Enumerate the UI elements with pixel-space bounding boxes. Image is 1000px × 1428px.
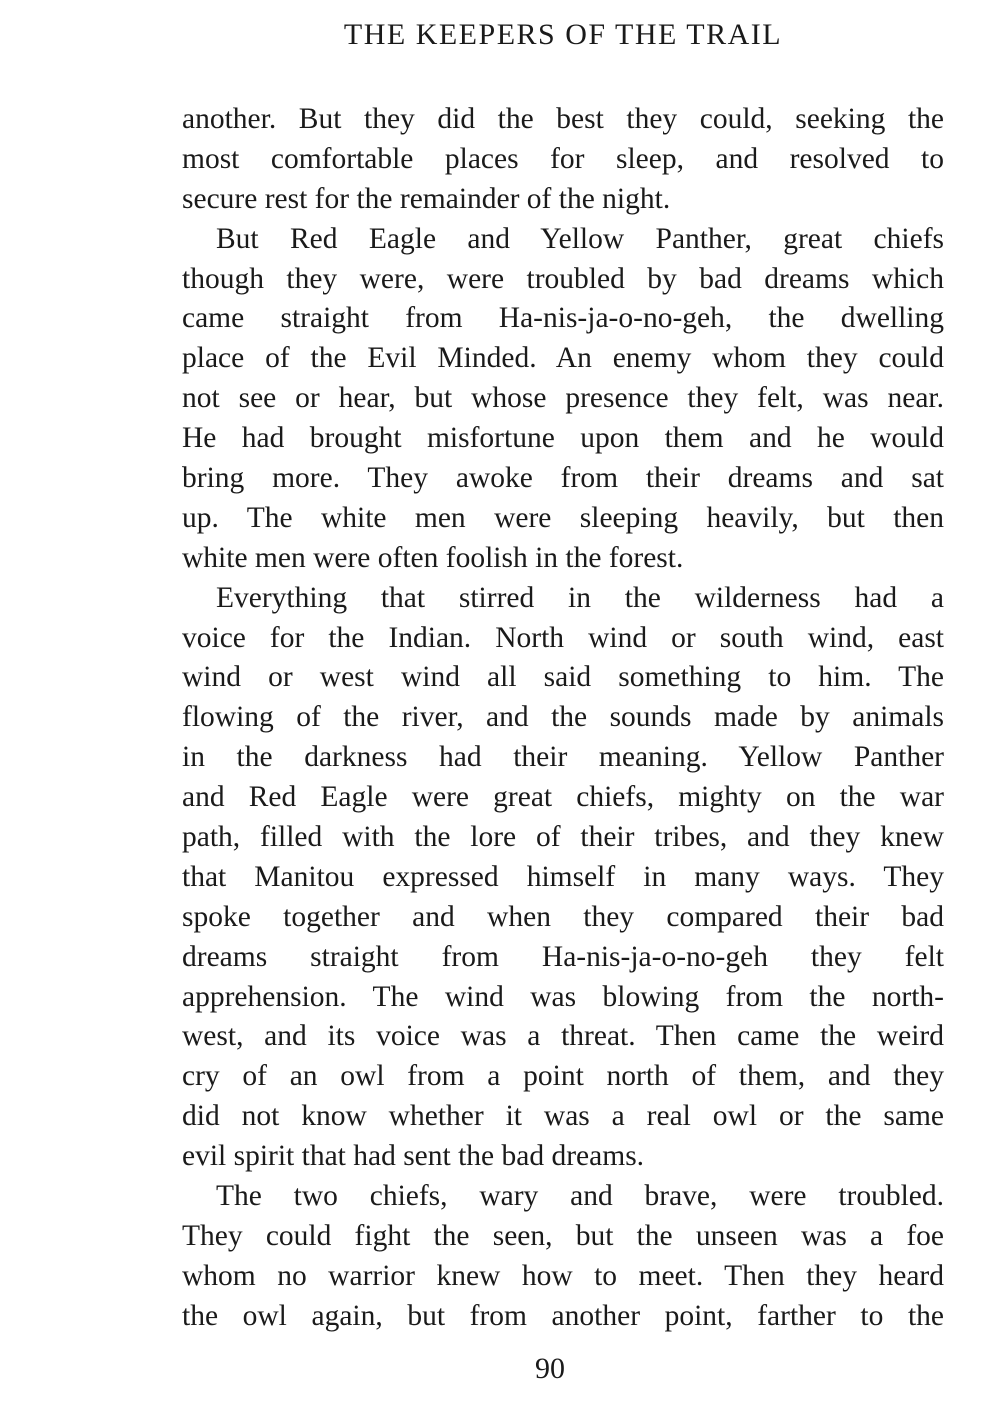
text-line: though they were, were troubled by bad dreams which bbox=[182, 262, 944, 295]
text-line: flowing of the river, and the sounds made by animals bbox=[182, 701, 944, 734]
text-line: But Red Eagle and Yellow Panther, great chiefs bbox=[216, 222, 944, 255]
body-text bbox=[182, 100, 944, 1337]
text-line: wind or west wind all said something to him. The bbox=[182, 661, 944, 694]
text-line: west, and its voice was a threat. Then came the weird bbox=[182, 1020, 944, 1053]
page-number: 90 bbox=[535, 1352, 565, 1385]
text-line: Everything that stirred in the wilderness had a bbox=[216, 581, 944, 614]
running-head-title: THE KEEPERS OF THE TRAIL bbox=[343, 18, 783, 51]
text-line: spoke together and when they compared their bad bbox=[182, 900, 944, 933]
text-line: another. But they did the best they could, seeking the bbox=[182, 103, 944, 135]
text-line: dreams straight from Ha-nis-ja-o-no-geh they felt bbox=[182, 940, 944, 973]
text-line: voice for the Indian. North wind or south wind, east bbox=[182, 621, 944, 654]
text-line: the owl again, but from another point, farther to the bbox=[182, 1299, 944, 1332]
paragraph-4 bbox=[182, 1177, 944, 1337]
text-line: He had brought misfortune upon them and he would bbox=[182, 422, 944, 455]
text-line: that Manitou expressed himself in many ways. They bbox=[182, 860, 944, 893]
text-line: place of the Evil Minded. An enemy whom they could bbox=[182, 342, 944, 375]
text-line: evil spirit that had sent the bad dreams. bbox=[182, 1140, 645, 1173]
text-line: secure rest for the remainder of the night. bbox=[182, 182, 671, 215]
text-line: did not know whether it was a real owl or the same bbox=[182, 1100, 944, 1133]
text-line: cry of an owl from a point north of them, and they bbox=[182, 1060, 944, 1093]
text-line: in the darkness had their meaning. Yellow Panther bbox=[182, 741, 944, 774]
paragraph-1 bbox=[182, 100, 944, 220]
text-line: came straight from Ha-nis-ja-o-no-geh, the dwelling bbox=[182, 302, 944, 335]
text-line: bring more. They awoke from their dreams and sat bbox=[182, 462, 944, 495]
text-line: They could fight the seen, but the unseen was a foe bbox=[182, 1219, 944, 1252]
paragraph-2 bbox=[182, 220, 944, 579]
text-line: apprehension. The wind was blowing from the north- bbox=[182, 980, 944, 1013]
paragraph-3 bbox=[182, 579, 944, 1177]
text-line: white men were often foolish in the forest. bbox=[182, 541, 684, 574]
text-line: The two chiefs, wary and brave, were troubled. bbox=[216, 1180, 944, 1213]
text-line: not see or hear, but whose presence they felt, was near. bbox=[182, 382, 944, 415]
text-line: whom no warrior knew how to meet. Then they heard bbox=[182, 1259, 944, 1292]
text-line: path, filled with the lore of their tribes, and they knew bbox=[182, 821, 944, 854]
text-line: and Red Eagle were great chiefs, mighty on the war bbox=[182, 781, 944, 814]
text-line: up. The white men were sleeping heavily, but then bbox=[182, 501, 944, 534]
text-line: most comfortable places for sleep, and resolved to bbox=[182, 142, 944, 175]
